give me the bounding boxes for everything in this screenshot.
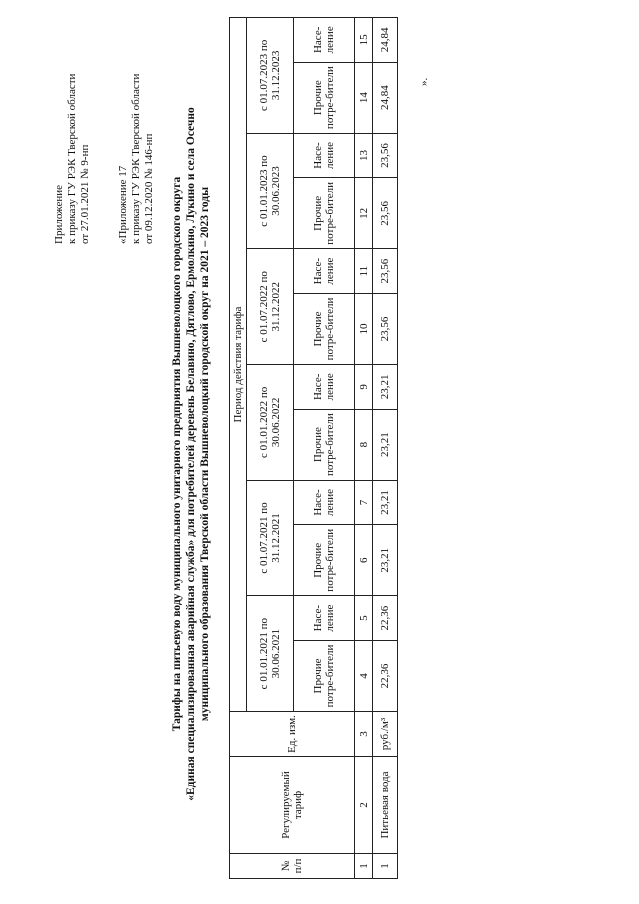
column-number: 15: [355, 18, 373, 63]
column-number: 13: [355, 133, 373, 178]
header-no: № п/п: [230, 854, 355, 879]
column-number: 5: [355, 596, 373, 641]
tariff-value: 22,36: [373, 640, 398, 711]
consumer-other-header: Прочие потре-бители: [294, 525, 355, 596]
title-line: муниципального образования Тверской области Вышневолоцкий городской округ на 2021 – 2023 годы: [199, 186, 211, 722]
appendix-line: Приложение: [53, 184, 65, 244]
column-number: 11: [355, 249, 373, 294]
tariff-value: 23,56: [373, 293, 398, 364]
period-header: с 01.01.2023 по 30.06.2023: [247, 133, 294, 249]
column-number: 8: [355, 409, 373, 480]
consumer-population-header: Насе-ление: [294, 133, 355, 178]
tariff-value: 23,56: [373, 133, 398, 178]
appendix-original: [117, 74, 156, 244]
period-header: с 01.07.2022 по 31.12.2022: [247, 249, 294, 365]
consumer-other-header: Прочие потре-бители: [294, 640, 355, 711]
tariff-value: 23,21: [373, 409, 398, 480]
appendix-current: [53, 74, 92, 244]
consumer-population-header: Насе-ление: [294, 365, 355, 410]
column-number: 3: [355, 712, 373, 757]
period-header: с 01.01.2021 по 30.06.2021: [247, 596, 294, 712]
period-header: с 01.01.2022 по 30.06.2022: [247, 365, 294, 481]
column-number: 12: [355, 178, 373, 249]
tariff-value: 24,84: [373, 62, 398, 133]
row-unit: руб./м³: [373, 712, 398, 757]
appendix-line: от 09.12.2020 № 146-нп: [143, 133, 155, 244]
consumer-population-header: Насе-ление: [294, 596, 355, 641]
consumer-other-header: Прочие потре-бители: [294, 62, 355, 133]
consumer-population-header: Насе-ление: [294, 480, 355, 525]
consumer-population-header: Насе-ление: [294, 18, 355, 63]
table-row: [373, 18, 398, 879]
appendix-line: «Приложение 17: [117, 165, 129, 244]
row-number: 1: [373, 854, 398, 879]
tariff-value: 24,84: [373, 18, 398, 63]
tariff-value: 23,56: [373, 249, 398, 294]
consumer-other-header: Прочие потре-бители: [294, 409, 355, 480]
column-number: 9: [355, 365, 373, 410]
period-header: с 01.07.2023 по 31.12.2023: [247, 18, 294, 134]
consumer-population-header: Насе-ление: [294, 249, 355, 294]
consumer-other-header: Прочие потре-бители: [294, 293, 355, 364]
title-line: Тарифы на питьевую воду муниципального унитарного предприятия Вышневолоцкого городского округа: [171, 176, 183, 732]
column-number: 10: [355, 293, 373, 364]
consumer-other-header: Прочие потре-бители: [294, 178, 355, 249]
column-number: 6: [355, 525, 373, 596]
header-tariff: Регулируемый тариф: [230, 757, 355, 854]
tariff-value: 22,36: [373, 596, 398, 641]
tariff-value: 23,56: [373, 178, 398, 249]
column-number: 1: [355, 854, 373, 879]
appendix-line: к приказу ГУ РЭК Тверской области: [130, 73, 142, 244]
header-unit: Ед. изм.: [230, 712, 355, 757]
document-title: [170, 99, 212, 809]
column-number: 4: [355, 640, 373, 711]
header-period: Период действия тарифа: [230, 18, 247, 712]
column-number-row: [355, 18, 373, 879]
title-line: «Единая специализированная аварийная служба» для потребителей деревень Белавино, Дятлово, Ермолкино, Лукино и села Осечно: [185, 107, 197, 801]
column-number: 14: [355, 62, 373, 133]
tariff-value: 23,21: [373, 480, 398, 525]
tariff-value: 23,21: [373, 525, 398, 596]
tariff-value: 23,21: [373, 365, 398, 410]
period-header: с 01.07.2021 по 31.12.2021: [247, 480, 294, 596]
column-number: 2: [355, 757, 373, 854]
closing-quote: ».: [418, 77, 430, 86]
row-tariff: Питьевая вода: [373, 757, 398, 854]
appendix-line: к приказу ГУ РЭК Тверской области: [66, 73, 78, 244]
column-number: 7: [355, 480, 373, 525]
appendix-line: от 27.01.2021 № 9-нп: [79, 144, 91, 244]
tariff-table: [229, 17, 398, 879]
